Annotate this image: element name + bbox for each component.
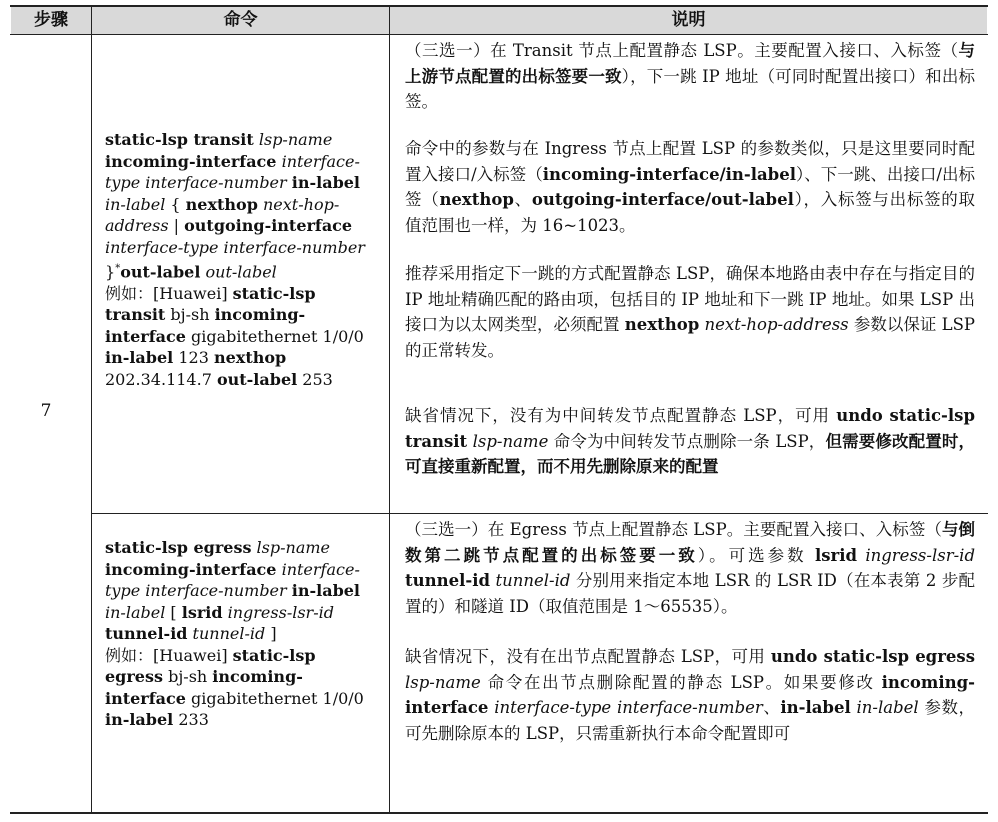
- desc-transit-recommend: [405, 261, 975, 363]
- text-run: tunnel-id: [405, 571, 491, 590]
- text-run: 例如：[Huawei]: [105, 283, 233, 303]
- header-bottom-rule: [10, 34, 988, 35]
- step-number: 7: [40, 401, 52, 421]
- text-run: *: [115, 263, 121, 274]
- header-step: 步骤: [34, 10, 68, 30]
- text-run: outgoing-interface: [184, 216, 353, 235]
- text-run: ），入标签与出标签的取值范围也一样，为 16~1023。: [405, 190, 976, 235]
- text-run: 与倒数第二跳节点配置的出标签要一致: [405, 520, 976, 565]
- text-run: in-label: [105, 348, 174, 368]
- text-run: incoming-interface: [105, 559, 277, 579]
- text-run: 但需要修改配置时，可直接重新配置，而不用先删除原来的配置: [405, 431, 976, 476]
- column-divider-2: [389, 6, 390, 813]
- text-run: nexthop: [185, 194, 258, 214]
- text-run: next-hop-address: [105, 194, 340, 235]
- text-run: lsrid: [814, 545, 858, 565]
- text-run: nexthop: [439, 190, 514, 209]
- text-run: nexthop: [624, 315, 700, 334]
- text-run: tunnel-id: [495, 571, 571, 590]
- text-run: 、: [513, 190, 532, 209]
- text-run: 233: [173, 710, 209, 729]
- text-run: undo static-lsp transit: [405, 406, 976, 451]
- text-run: in-label: [105, 602, 166, 622]
- text-run: static-lsp transit: [105, 130, 254, 149]
- text-run: {: [165, 194, 186, 214]
- text-run: in-label: [105, 710, 174, 729]
- desc-transit-default: [405, 403, 975, 480]
- text-run: 例如：[Huawei]: [105, 645, 233, 665]
- text-run: static-lsp transit: [105, 283, 316, 325]
- text-run: ingress-lsr-id: [227, 602, 334, 622]
- text-run: out-label: [205, 262, 277, 282]
- text-run: undo static-lsp egress: [770, 647, 975, 666]
- text-run: 参数以保证 LSP 的正常转发。: [405, 315, 976, 360]
- command-egress: [105, 537, 377, 731]
- text-run: tunnel-id: [105, 624, 188, 643]
- text-run: |: [168, 216, 185, 235]
- text-run: 缺省情况下，没有在出节点配置静态 LSP，可用: [405, 647, 771, 666]
- column-divider-1: [91, 6, 92, 813]
- text-run: 命令在出节点删除配置的静态 LSP。如果要修改: [480, 672, 882, 692]
- text-run: incoming-interface: [105, 151, 277, 171]
- text-run: static-lsp egress: [105, 538, 252, 557]
- text-run: interface-type interface-number: [105, 237, 365, 257]
- text-run: static-lsp egress: [105, 645, 316, 686]
- text-run: }: [105, 262, 116, 282]
- text-run: 与上游节点配置的出标签要一致: [405, 41, 975, 86]
- text-run: bj-sh: [163, 667, 213, 686]
- text-run: 253: [297, 369, 333, 389]
- text-run: （三选一）在 Transit 节点上配置静态 LSP。主要配置入接口、入标签（: [405, 41, 959, 60]
- desc-egress-intro: [405, 517, 975, 619]
- text-run: 123: [173, 348, 214, 368]
- text-run: in-label: [291, 581, 361, 600]
- text-run: interface-type interface-number: [105, 151, 360, 192]
- header-description: 说明: [671, 10, 706, 30]
- text-run: 推荐采用指定下一跳的方式配置静态 LSP，确保本地路由表中存在与指定目的 IP 地址精确匹配的路由项，包括目的 IP 地址和下一跳 IP 地址。如果 LSP 出接口为以太网类型，必须配置: [405, 264, 975, 334]
- text-run: bj-sh: [165, 305, 215, 325]
- text-run: ]: [265, 624, 277, 643]
- text-run: ）。可选参数: [697, 545, 815, 565]
- text-run: lsrid: [181, 602, 223, 622]
- text-run: [: [165, 602, 182, 622]
- text-run: incoming-interface: [105, 667, 303, 708]
- text-run: in-label: [780, 698, 851, 717]
- text-run: 缺省情况下，没有为中间转发节点配置静态 LSP，可用: [405, 406, 837, 425]
- text-run: incoming-interface/in-label: [542, 164, 796, 184]
- text-run: incoming-interface: [105, 305, 306, 346]
- text-run: 命令中的参数与在 Ingress 节点上配置 LSP 的参数类似，只是这里要同时配置入接口/入标签（: [405, 139, 975, 184]
- text-run: ）、下一跳、出接口/出标签（: [405, 164, 976, 209]
- text-run: 、: [762, 698, 781, 717]
- text-run: in-label: [291, 173, 361, 192]
- desc-transit-params: [405, 136, 975, 238]
- header-command: 命令: [223, 10, 258, 30]
- text-run: outgoing-interface/out-label: [531, 190, 794, 209]
- text-run: gigabitethernet 1/0/0: [185, 326, 364, 346]
- text-run: 命令为中间转发节点删除一条 LSP，: [548, 431, 826, 451]
- text-run: next-hop-address: [704, 315, 849, 334]
- desc-transit-intro: [405, 38, 975, 115]
- text-run: incoming-interface: [405, 672, 975, 717]
- text-run: out-label: [120, 262, 201, 282]
- table-bottom-rule: [10, 812, 988, 814]
- text-run: out-label: [216, 369, 298, 389]
- text-run: interface-type interface-number: [494, 698, 763, 717]
- text-run: lsp-name: [258, 130, 333, 149]
- text-run: lsp-name: [256, 538, 331, 557]
- text-run: interface-type interface-number: [105, 559, 360, 600]
- text-run: gigabitethernet 1/0/0: [185, 688, 364, 708]
- text-run: 分别用来指定本地 LSR 的 LSR ID（在本表第 2 步配置的）和隧道 ID（取值范围是 1～65535）。: [405, 571, 976, 616]
- text-run: ingress-lsr-id: [865, 545, 976, 565]
- text-run: ），下一跳 IP 地址（可同时配置出接口）和出标签。: [405, 66, 975, 111]
- command-transit: [105, 129, 377, 390]
- text-run: in-label: [856, 698, 919, 717]
- text-run: lsp-name: [472, 431, 549, 451]
- text-run: 202.34.114.7: [105, 369, 217, 389]
- text-run: tunnel-id: [192, 624, 266, 643]
- text-run: （三选一）在 Egress 节点上配置静态 LSP。主要配置入接口、入标签（: [405, 520, 942, 539]
- row-divider: [91, 513, 988, 514]
- text-run: nexthop: [213, 348, 287, 368]
- text-run: in-label: [105, 194, 166, 214]
- text-run: lsp-name: [405, 672, 481, 692]
- text-run: 参数，可先删除原本的 LSP，只需重新执行本命令配置即可: [405, 698, 976, 743]
- desc-egress-default: [405, 644, 975, 746]
